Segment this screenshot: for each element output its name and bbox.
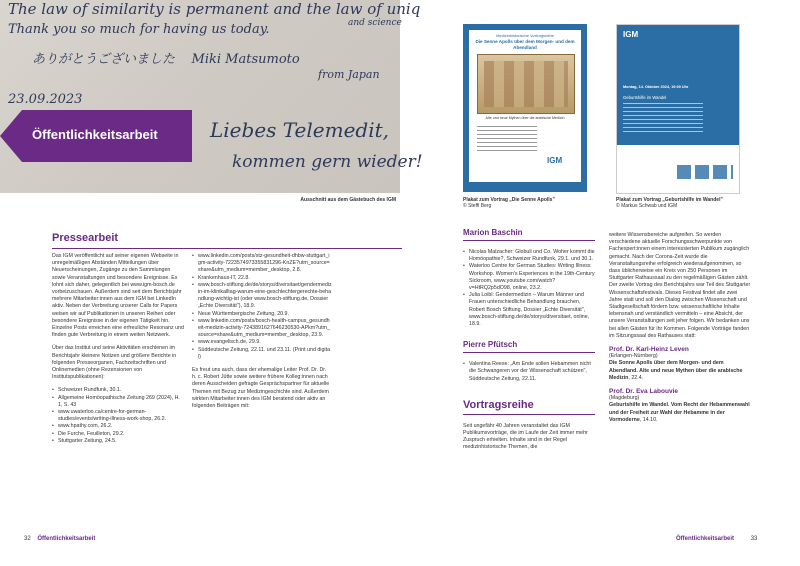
section-rule — [52, 248, 402, 249]
section-title-pressearbeit: Pressearbeit — [52, 232, 119, 244]
media-list — [463, 361, 595, 383]
lecture-item — [609, 388, 751, 424]
poster-title: Die Senne Apolls über dem Morgen- und dem Abendland — [475, 39, 575, 50]
list-item: • www.bosch-stiftung.de/de/storys/diversitaet/gendermedizin-im-klinikalltag-warum-eine-geschlechtergerechte-behandlung-wichtig-ist (oder www.bosch-stiftung.de, Dossier „Echte Diversität"), 18.9. — [192, 282, 332, 311]
list-item: • www.evangelisch.de, 29.9. — [192, 339, 332, 346]
handwriting-line: The law of similarity is permanent and the law of uniq — [8, 0, 421, 18]
paragraph: Es freut uns auch, dass der ehemalige Leiter Prof. Dr. Dr. h. c. Robert Jütte sowie weitere frühere Kolleg:innen nach deren Ausscheiden gefragte Gesprächspartner für aktuelle Themen mit Bezug zur Medizingeschichte sind. Außerdem wirkten Mitarbeiter:innen des IGM beratend oder aktiv an folgenden Beiträgen mit: — [192, 367, 330, 410]
page-footer-left — [24, 536, 95, 542]
left-col2 — [192, 253, 332, 416]
handwriting-line: and science — [348, 18, 402, 28]
list-item: • Krankenhaus-IT, 22.8. — [192, 275, 332, 282]
chapter-title: Öffentlichkeitsarbeit — [32, 127, 158, 142]
list-item: • Allgemeine Homöopathische Zeitung 269 (2024), H. 1, S. 43 — [52, 395, 184, 409]
page-number: 33 — [750, 536, 758, 542]
chapter-banner — [22, 110, 192, 162]
poster-subtitle: Alte und neue Mythen über die arabische Medizin — [485, 116, 565, 120]
list-item: • Waterloo Centre for German Studies: Writing Illness Workshop. Women's Experiences in the 19th-Century Sickroom, www.youtube.com/watch?v=HtRQ2p5dO98, online, 23.2. — [463, 263, 595, 292]
list-item: • Valentina Reese: „Am Ende sollen Hebammen nicht die Schwangeren vor der Wissenschaft schützen", Süddeutsche Zeitung, 22.11. — [463, 361, 595, 383]
lecturer-name: Prof. Dr. Eva Labouvie — [609, 388, 678, 396]
poster-info-text — [477, 126, 537, 152]
right-col1 — [463, 228, 595, 452]
page-footer-right — [676, 536, 757, 542]
banner-tail — [0, 110, 22, 162]
paragraph: Über das Institut und seine Aktivitäten erschienen im Berichtsjahr kleinere Notizen und größere Berichte in folgenden Presseorganen, Fachzeitschriften und Onlinemedien (ohne Rezensionen von Institutspublikationen): — [52, 345, 177, 381]
footer-label: Öffentlichkeitsarbeit — [37, 536, 96, 542]
poster-manuscript-image — [477, 54, 575, 114]
lecturer-place: (Magdeburg) — [609, 395, 640, 402]
lecture-title: Geburtshilfe im Wandel. Vom Recht der Hebammenwahl und der Freiheit zur Wahl der Hebamme in der Vormoderne — [609, 402, 750, 423]
poster1-caption: Plakat zum Vortrag „Die Senne Apolls" © Steffi Berg — [463, 197, 555, 209]
lecturer-place: (Erlangen-Nürnberg) — [609, 353, 658, 360]
right-col2 — [609, 232, 751, 424]
handwriting-line: Liebes Telemedit, — [210, 118, 390, 142]
poster-title: Geburtshilfe im Wandel — [623, 95, 667, 100]
list-item: • Stuttgarter Zeitung, 24.5. — [52, 438, 184, 445]
list-item: • Nicolas Malzacher: Globuli und Co. Woher kommt die Homöopathie?, Schweizer Rundfunk, 29.1. und 30.1. — [463, 249, 595, 263]
handwriting-line: from Japan — [318, 68, 380, 81]
handwriting-line: ありがとうございました Miki Matsumoto — [32, 52, 300, 67]
handwriting-line: kommen gern wieder! — [232, 152, 423, 172]
igm-logo: IGM — [623, 30, 639, 39]
guestbook-photo — [0, 0, 423, 193]
handwriting-line: Thank you so much for having us today. — [8, 22, 270, 37]
lecture-title: Die Sonne Apolls über dem Morgen- und dem Abendland. Alte und neue Mythen über die arabische Medizin — [609, 360, 743, 381]
lecture-date: , 14.10. — [639, 416, 658, 423]
footer-label: Öffentlichkeitsarbeit — [676, 536, 735, 542]
poster-senne-apolls — [463, 24, 587, 192]
poster-geburtshilfe — [616, 24, 740, 194]
poster2-caption: Plakat zum Vortrag „Geburtshilfe im Wandel" © Markus Schwab und IGM — [616, 197, 723, 209]
list-item: • www.linkedin.com/posts/stz-gesundheit-dhbw-stuttgart_igm-activity-7223574973355831296-KnZE?utm_source=share&utm_medium=member_desktop, 2.8. — [192, 253, 332, 275]
list-item: • Julia Loibl: Gendermedizin – Warum Männer und Frauen unterschiedliche Behandlung brauchen, Robert Bosch Stiftung, Dossier „Echte Diversität", www.bosch-stiftung.de/de/storys/diversitaet, online, 18.9. — [463, 292, 595, 328]
lecture-date: , 22.4. — [628, 374, 644, 381]
paragraph: Das IGM veröffentlicht auf seiner eigenen Webseite in unregelmäßigen Abständen Mitteilungen über Neuerscheinungen, Zugänge zu den Sammlungen sowie Veranstaltungen und besondere Ereignisse. Es lohnt sich daher, gelegentlich bei www.igm-bosch.de vorbeizuschauen. Außerdem sind seit dem Berichtsjahr mehrere Mitarbeiter:innen aus dem IGM bei LinkedIn aktiv. Neben der Verbreitung unserer Calls for Papers weisen wir auf Publikationen in unseren Reihen oder besondere Ereignisse in der eigenen Tätigkeit hin. Einzelne Posts erreichen eine erfreuliche Resonanz und finden gute Verbreitung in einem weiten Netzwerk. — [52, 253, 184, 339]
page-number: 32 — [24, 536, 31, 542]
heading-rule — [463, 414, 595, 415]
heading-rule — [463, 240, 595, 241]
paragraph: Seit ungefähr 40 Jahren veranstaltet das IGM Publikumsvorträge, die im Laufe der Zeit immer mehr Zuspruch erhielten. Inhalte sind in der Regel medizinhistorische Themen, die — [463, 422, 588, 451]
paragraph: weitere Wissensbereiche aufgreifen. So werden verschiedene aktuelle Forschungsschwerpunkte von Fachexpert:innen einem interessierten Publikum zugänglich gemacht. Nach der Corona-Zeit wurde die Veranstaltungsreihe erfolgreich wiederaufgenommen, so dass üblicherweise ein Kreis von 250 Personen im Stuttgarter Rathaussaal zu den regelmäßigen Gästen zählt. Der zweite Vortrag des Berichtsjahrs war Teil des Stuttgarter Wissenschaftsfestivals. Dieses Festival findet alle zwei Jahre statt und soll den Dialog zwischen Wissenschaft und Stadtgesellschaft fördern bzw. wissenschaftliche Inhalte lebensnah und verständlich vermitteln – eine Absicht, der unsere Veranstaltungen seit jeher folgen. Wir bedanken uns bei allen Gästen für ihr Kommen. Folgende Vorträge fanden im Sitzungssaal des Rathauses statt: — [609, 232, 751, 339]
handwriting-line: 23.09.2023 — [8, 92, 83, 107]
lecture-item — [609, 346, 751, 382]
poster-info-text — [623, 103, 703, 133]
igm-logo: IGM — [547, 156, 563, 165]
list-item: • Neue Württembergische Zeitung, 20.9. — [192, 311, 332, 318]
press-list — [52, 387, 184, 445]
list-item: • Schweizer Rundfunk, 30.1. — [52, 387, 184, 394]
media-list — [463, 249, 595, 328]
person-heading: Marion Baschin — [463, 228, 523, 237]
list-wrap — [463, 249, 595, 328]
poster-top-text: Medizinhistorische Vortragsreihe — [496, 33, 554, 38]
left-col1 — [52, 253, 184, 445]
list-item: • Die Furche, Feuilleton, 29.2. — [52, 431, 184, 438]
list-item: • www.hpathy.com, 26.2. — [52, 423, 184, 430]
section-title-vortragsreihe: Vortragsreihe — [463, 398, 534, 411]
press-list — [192, 253, 332, 361]
heading-rule — [463, 352, 595, 353]
list-wrap — [463, 361, 595, 383]
sponsor-logos — [677, 165, 733, 179]
photo-caption: Ausschnitt aus dem Gästebuch des IGM — [300, 197, 396, 203]
list-item: • www.linkedin.com/posts/bosch-health-campus_gesundheit-medizin-activity-7243891627646230530-APkm?utm_source=share&utm_medium=member_desktop, 23.9. — [192, 318, 332, 340]
poster-date: Montag, 14. Oktober 2024, 19:00 Uhr — [623, 85, 689, 89]
person-heading: Pierre Pfütsch — [463, 340, 518, 350]
lecturer-name: Prof. Dr. Karl-Heinz Leven — [609, 346, 689, 354]
list-item: • www.uwaterloo.ca/centre-for-german-studies/events/writing-illness-work-shop, 26.2. — [52, 409, 184, 423]
list-item: • Süddeutsche Zeitung, 22.11. und 23.11. (Print und digital) — [192, 347, 332, 361]
